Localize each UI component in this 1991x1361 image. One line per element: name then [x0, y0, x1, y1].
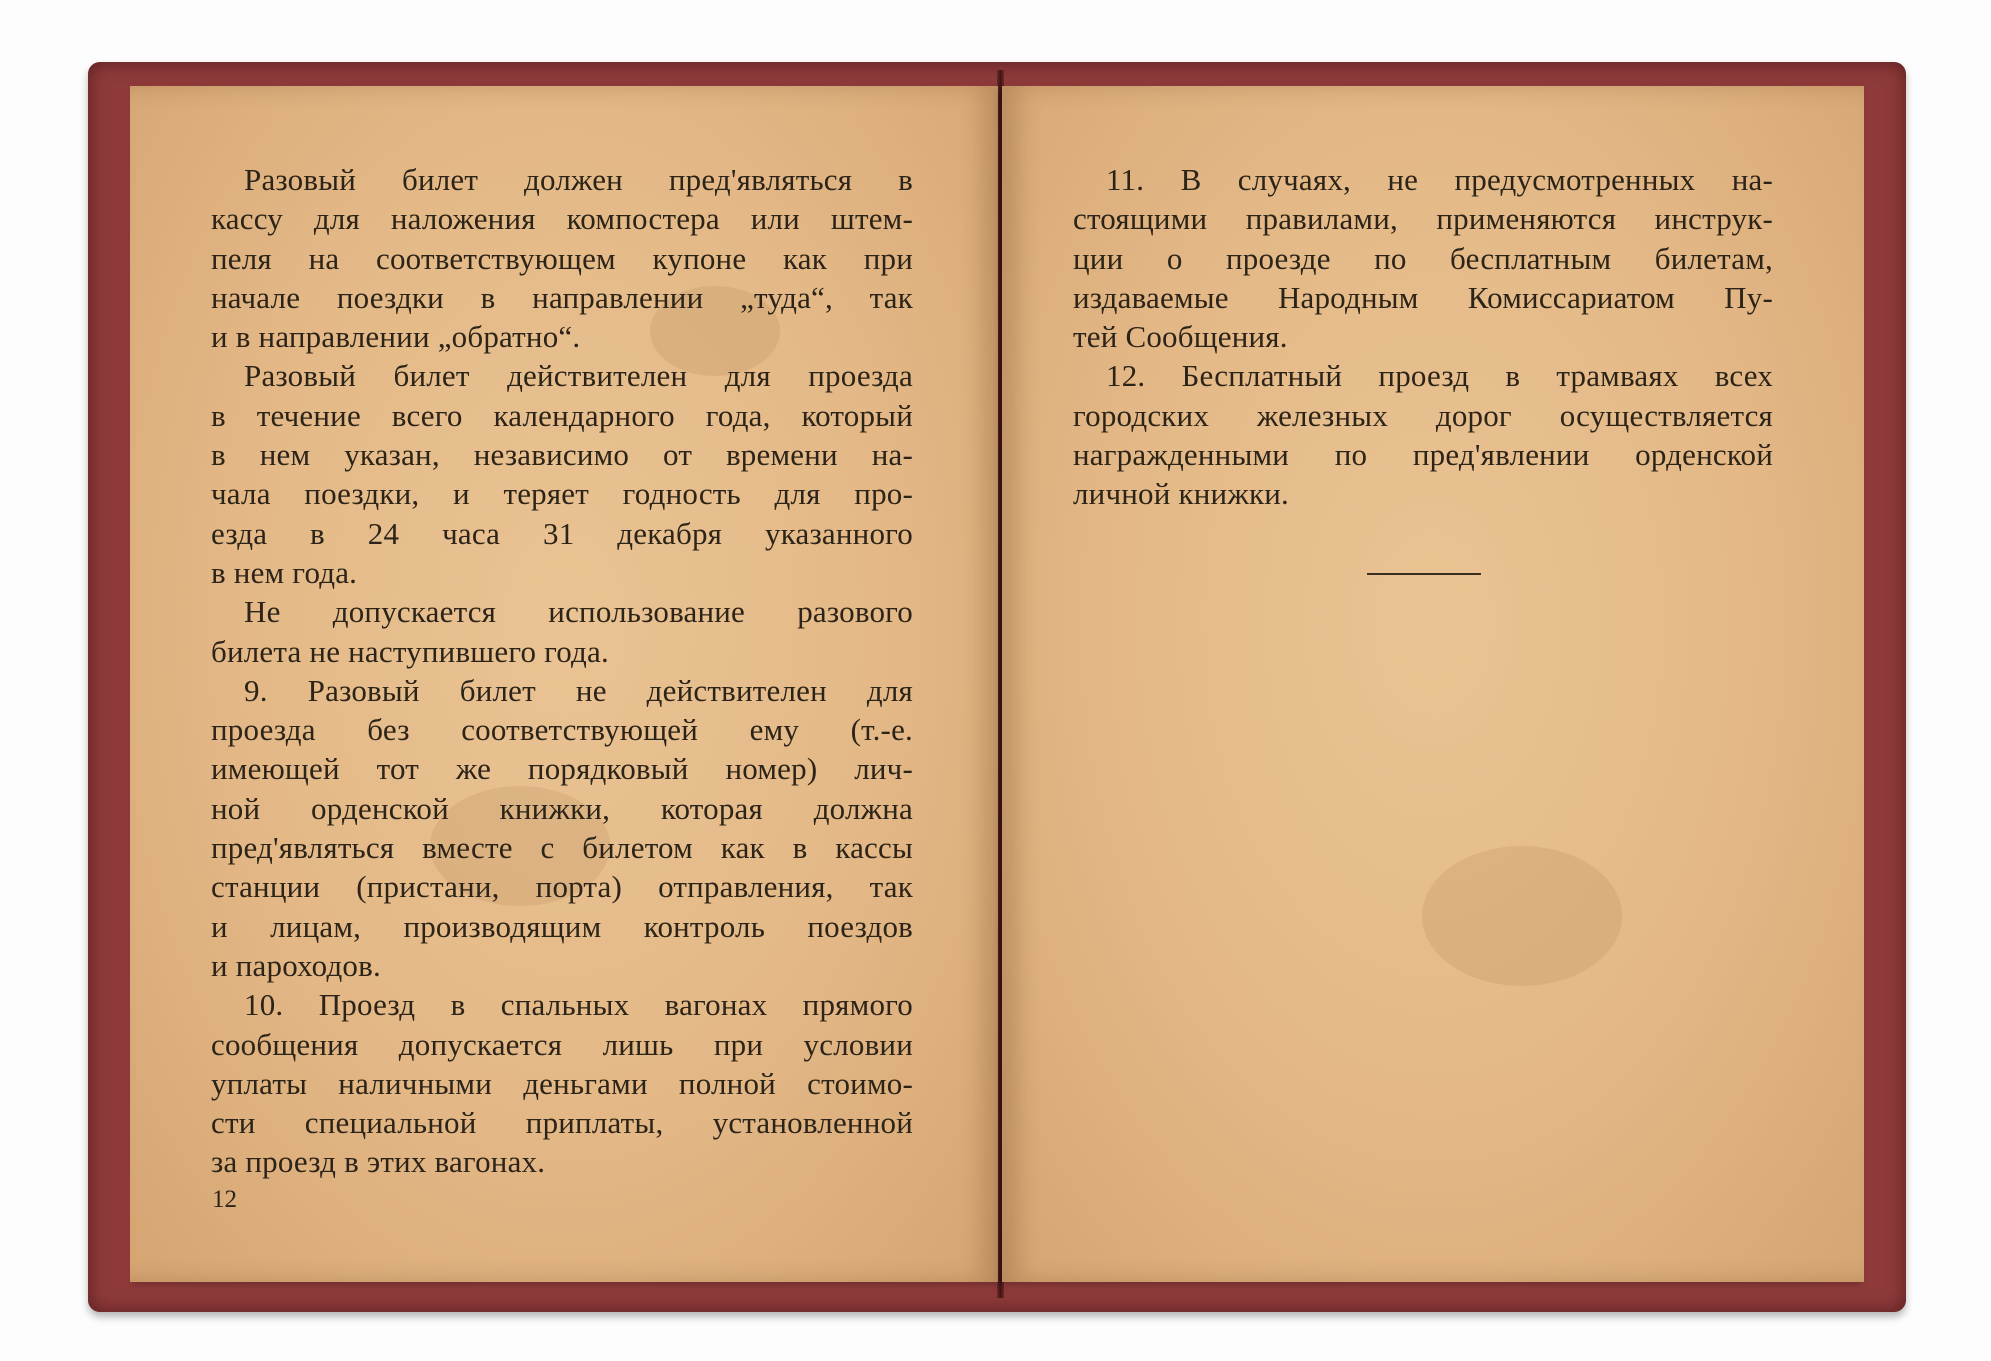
text-line: кассу для наложения компостера или штем- [211, 201, 913, 237]
text-line: в нем указан, независимо от времени на- [211, 437, 913, 473]
closing-rule [1367, 573, 1481, 575]
text-line: станции (пристани, порта) отправления, так [211, 869, 913, 905]
text-line: Разовый билет действителен для проезда [244, 358, 913, 394]
text-line: чала поездки, и теряет годность для про- [211, 476, 913, 512]
text-line: тей Сообщения. [1073, 319, 1288, 355]
text-line: и в направлении „обратно“. [211, 319, 581, 355]
right-page [1002, 86, 1864, 1282]
paper-stain [1422, 846, 1622, 986]
text-line: уплаты наличными деньгами полной стоимо- [211, 1065, 913, 1101]
text-line: ции о проезде по бесплатным билетам, [1073, 240, 1773, 276]
text-line: проезда без соответствующей ему (т.-е. [211, 712, 913, 748]
text-line: ной орденской книжки, которая должна [211, 790, 913, 826]
text-line: городских железных дорог осуществляется [1073, 397, 1773, 433]
text-line: сообщения допускается лишь при условии [211, 1026, 913, 1062]
text-line: 10. Проезд в спальных вагонах прямого [244, 987, 913, 1023]
text-line: имеющей тот же порядковый номер) лич- [211, 751, 913, 787]
left-page [130, 86, 998, 1282]
page-number: 12 [212, 1186, 237, 1213]
text-line: и лицам, производящим контроль поездов [211, 908, 913, 944]
text-line: начале поездки в направлении „туда“, так [211, 279, 913, 315]
text-line: 11. В случаях, не предусмотренных на- [1106, 162, 1773, 197]
text-line: пеля на соответствующем купоне как при [211, 240, 913, 276]
text-line: сти специальной приплаты, установленной [211, 1105, 913, 1141]
text-line: в нем года. [211, 554, 358, 590]
text-line: и пароходов. [211, 947, 381, 983]
text-line: 12. Бесплатный проезд в трамваях всех [1106, 358, 1773, 394]
text-line: пред'являться вместе с билетом как в кассы [211, 830, 913, 866]
text-line: Разовый билет должен пред'являться в [244, 162, 913, 197]
text-line: издаваемые Народным Комиссариатом Пу- [1073, 279, 1773, 315]
text-line: 9. Разовый билет не действителен для [244, 672, 913, 708]
text-line: езда в 24 часа 31 декабря указанного [211, 515, 913, 551]
right-page-text [1073, 160, 1773, 514]
text-line: за проезд в этих вагонах. [211, 1144, 546, 1180]
text-line: билета не наступившего года. [211, 633, 609, 669]
text-line: стоящими правилами, применяются инструк- [1073, 201, 1773, 237]
text-line: награжденными по пред'явлении орденской [1073, 437, 1773, 473]
text-line: Не допускается использование разового [244, 594, 913, 630]
left-page-text [211, 160, 913, 1182]
text-line: личной книжки. [1073, 476, 1289, 512]
text-line: в течение всего календарного года, который [211, 397, 913, 433]
